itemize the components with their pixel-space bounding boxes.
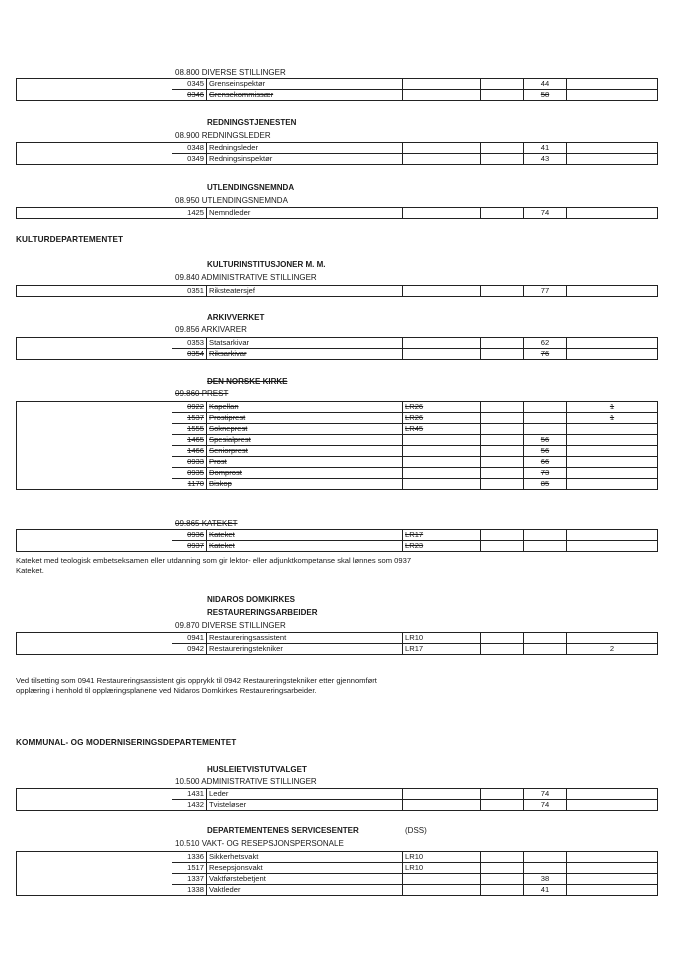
salary-grade: [524, 541, 567, 552]
position-code: 1170: [172, 479, 207, 490]
position-title: Restaureringsassistent: [207, 633, 403, 644]
blank-cell: [481, 349, 524, 360]
blank-cell: [481, 468, 524, 479]
salary-frame: LR10: [403, 852, 481, 863]
position-table: [16, 529, 658, 552]
position-code: 1465: [172, 435, 207, 446]
salary-grade: 85: [524, 479, 567, 490]
table-row: [17, 789, 658, 800]
position-title: Biskop: [207, 479, 403, 490]
salary-frame: [403, 338, 481, 349]
salary-frame: [403, 286, 481, 297]
position-title: Kateket: [207, 530, 403, 541]
subsection-heading: 08.800 DIVERSE STILLINGER: [175, 68, 286, 77]
additional-value: [567, 885, 658, 896]
position-title: Vaktførstebetjent: [207, 874, 403, 885]
blank-cell: [481, 874, 524, 885]
position-title: Tvisteløser: [207, 800, 403, 811]
salary-grade: 73: [524, 468, 567, 479]
table-row: [17, 435, 658, 446]
position-table: [16, 78, 658, 101]
blank-cell: [481, 800, 524, 811]
position-table: [16, 285, 658, 297]
subsection-heading: 09.870 DIVERSE STILLINGER: [175, 621, 286, 630]
position-code: 1425: [172, 208, 207, 219]
additional-value: [567, 789, 658, 800]
table-row: [17, 413, 658, 424]
salary-grade: 41: [524, 143, 567, 154]
additional-value: [567, 468, 658, 479]
additional-value: [567, 800, 658, 811]
table-row: [17, 338, 658, 349]
salary-frame: [403, 79, 481, 90]
blank-cell: [481, 446, 524, 457]
table-row: [17, 852, 658, 863]
salary-grade: 74: [524, 208, 567, 219]
position-title: Grenseinspektør: [207, 79, 403, 90]
position-code: 0936: [172, 530, 207, 541]
additional-value: [567, 286, 658, 297]
subsection-heading: 09.865 KATEKET: [175, 519, 238, 528]
additional-value: [567, 446, 658, 457]
position-code: 0353: [172, 338, 207, 349]
additional-value: [567, 874, 658, 885]
table-row: [17, 286, 658, 297]
position-code: 0351: [172, 286, 207, 297]
table-row: [17, 424, 658, 435]
position-code: 1432: [172, 800, 207, 811]
salary-grade: 76: [524, 349, 567, 360]
position-title: Restaureringstekniker: [207, 644, 403, 655]
position-table: [16, 632, 658, 655]
blank-cell: [481, 530, 524, 541]
additional-value: [567, 633, 658, 644]
table-row: [17, 79, 658, 90]
salary-grade: 56: [524, 435, 567, 446]
salary-frame: LR17: [403, 530, 481, 541]
blank-cell: [481, 435, 524, 446]
salary-grade: 74: [524, 800, 567, 811]
blank-cell: [481, 79, 524, 90]
section-heading: DEPARTEMENTENES SERVICESENTER: [207, 826, 359, 835]
table-row: [17, 530, 658, 541]
salary-frame: LR17: [403, 644, 481, 655]
blank-cell: [481, 852, 524, 863]
blank-cell: [481, 424, 524, 435]
section-heading: REDNINGSTJENESTEN: [207, 118, 297, 127]
additional-value: [567, 79, 658, 90]
salary-frame: [403, 435, 481, 446]
subsection-heading: 08.900 REDNINGSLEDER: [175, 131, 271, 140]
salary-frame: [403, 479, 481, 490]
table-row: [17, 143, 658, 154]
position-table: [16, 851, 658, 896]
additional-value: [567, 541, 658, 552]
salary-frame: [403, 789, 481, 800]
subsection-heading: 08.950 UTLENDINGSNEMNDA: [175, 196, 288, 205]
position-title: Seniorprest: [207, 446, 403, 457]
blank-cell: [481, 644, 524, 655]
blank-cell: [481, 479, 524, 490]
position-code: 1537: [172, 413, 207, 424]
additional-value: 1: [567, 413, 658, 424]
position-code: 1338: [172, 885, 207, 896]
table-row: [17, 874, 658, 885]
additional-value: [567, 338, 658, 349]
position-title: Resepsjonsvakt: [207, 863, 403, 874]
position-code: 0354: [172, 349, 207, 360]
additional-value: [567, 154, 658, 165]
additional-value: [567, 90, 658, 101]
section-heading: DEN NORSKE KIRKE: [207, 377, 288, 386]
table-row: [17, 446, 658, 457]
table-row: [17, 154, 658, 165]
additional-value: 1: [609, 402, 615, 411]
position-table: [16, 337, 658, 360]
salary-grade: 58: [524, 90, 567, 101]
position-code: 1466: [172, 446, 207, 457]
position-code: 0935: [172, 468, 207, 479]
blank-cell: [481, 154, 524, 165]
table-row: [17, 863, 658, 874]
salary-grade: 74: [524, 789, 567, 800]
subsection-heading: 09.856 ARKIVARER: [175, 325, 247, 334]
salary-frame: [403, 446, 481, 457]
blank-cell: [481, 208, 524, 219]
position-title: Domprost: [207, 468, 403, 479]
position-title: Redningsinspektør: [207, 154, 403, 165]
position-title: Sokneprest: [207, 424, 403, 435]
position-code: 0942: [172, 644, 207, 655]
salary-grade: 77: [524, 286, 567, 297]
blank-cell: [481, 338, 524, 349]
salary-grade: [524, 530, 567, 541]
position-code: 0346: [172, 90, 207, 101]
position-table: [16, 207, 658, 219]
salary-grade: 38: [524, 874, 567, 885]
salary-grade: [524, 644, 567, 655]
salary-frame: [403, 208, 481, 219]
table-row: [17, 349, 658, 360]
additional-value: [567, 852, 658, 863]
position-title: Prostiprest: [207, 413, 403, 424]
table-row: [17, 208, 658, 219]
section-heading-line-2: RESTAURERINGSARBEIDER: [207, 608, 318, 617]
salary-grade: [524, 424, 567, 435]
blank-cell: [481, 402, 524, 413]
blank-cell: [481, 143, 524, 154]
salary-frame: [403, 468, 481, 479]
salary-grade: [524, 852, 567, 863]
blank-cell: [481, 457, 524, 468]
table-row: [17, 468, 658, 479]
additional-value: [567, 143, 658, 154]
position-code: 0937: [172, 541, 207, 552]
blank-cell: [481, 789, 524, 800]
position-table: [16, 142, 658, 165]
blank-cell: [481, 863, 524, 874]
salary-grade: 44: [524, 79, 567, 90]
salary-frame: [403, 154, 481, 165]
table-row: [17, 90, 658, 101]
table-note: Kateket med teologisk embetseksamen eller utdanning som gir lektor- eller adjunktkompetanse skal lønnes som 0937 Kateket.: [16, 556, 412, 575]
salary-grade: [524, 402, 567, 413]
section-heading: UTLENDINGSNEMNDA: [207, 183, 295, 192]
subsection-heading: 10.500 ADMINISTRATIVE STILLINGER: [175, 777, 317, 786]
additional-value: [567, 457, 658, 468]
position-code: 1431: [172, 789, 207, 800]
salary-frame: [403, 874, 481, 885]
position-code: 1337: [172, 874, 207, 885]
blank-cell: [481, 885, 524, 896]
position-code: 1517: [172, 863, 207, 874]
position-code: 0922: [172, 402, 207, 413]
table-row: [17, 633, 658, 644]
table-row: [17, 457, 658, 468]
position-title: Riksarkivar: [207, 349, 403, 360]
subsection-heading: 09.840 ADMINISTRATIVE STILLINGER: [175, 273, 317, 282]
salary-frame: LR23: [403, 541, 481, 552]
salary-grade: 56: [524, 446, 567, 457]
position-title: Leder: [207, 789, 403, 800]
position-code: 0941: [172, 633, 207, 644]
subsection-heading: 09.860 PREST: [175, 389, 229, 398]
salary-frame: [403, 457, 481, 468]
additional-value: [567, 479, 658, 490]
department-heading: KOMMUNAL- OG MODERNISERINGSDEPARTEMENTET: [16, 738, 237, 747]
salary-frame: [403, 885, 481, 896]
position-code: 0348: [172, 143, 207, 154]
salary-grade: 41: [524, 885, 567, 896]
salary-frame: LR10: [403, 863, 481, 874]
position-title: Spesialprest: [207, 435, 403, 446]
salary-frame: LR26: [403, 402, 481, 413]
additional-value: [567, 530, 658, 541]
table-row: [17, 800, 658, 811]
subsection-heading: 10.510 VAKT- OG RESEPSJONSPERSONALE: [175, 839, 344, 848]
salary-grade: [524, 863, 567, 874]
salary-frame: LR10: [403, 633, 481, 644]
table-row: [17, 479, 658, 490]
position-title: Redningsleder: [207, 143, 403, 154]
blank-cell: [481, 541, 524, 552]
section-heading: HUSLEIETVISTUTVALGET: [207, 765, 307, 774]
position-title: Vaktleder: [207, 885, 403, 896]
section-heading: KULTURINSTITUSJONER M. M.: [207, 260, 326, 269]
blank-cell: [481, 90, 524, 101]
position-code: 1555: [172, 424, 207, 435]
blank-cell: [481, 286, 524, 297]
section-heading: NIDAROS DOMKIRKES: [207, 595, 296, 604]
blank-cell: [481, 633, 524, 644]
position-title: Sikkerhetsvakt: [207, 852, 403, 863]
salary-grade: [524, 633, 567, 644]
salary-frame: [403, 90, 481, 101]
additional-value: [567, 208, 658, 219]
salary-frame: LR45: [403, 424, 481, 435]
position-title: Prost: [207, 457, 403, 468]
blank-cell: [481, 413, 524, 424]
table-row: [17, 541, 658, 552]
section-heading-suffix: (DSS): [405, 826, 427, 835]
position-title: Grensekommissær: [207, 90, 403, 101]
position-code: 0345: [172, 79, 207, 90]
position-title: Statsarkivar: [207, 338, 403, 349]
position-table: [16, 788, 658, 811]
table-note: Ved tilsetting som 0941 Restaureringsassistent gis opprykk til 0942 Restaureringstekniker etter gjennomført opplæring i henhold til opplæringsplanene ved Nidaros Domkirkes Restaureringsarbeider.: [16, 676, 377, 695]
salary-frame: [403, 143, 481, 154]
salary-frame: [403, 800, 481, 811]
table-row: [17, 644, 658, 655]
position-code: 0349: [172, 154, 207, 165]
position-title: Kateket: [207, 541, 403, 552]
additional-value: [567, 435, 658, 446]
salary-grade: 43: [524, 154, 567, 165]
position-title: Riksteatersjef: [207, 286, 403, 297]
position-title: Nemndleder: [207, 208, 403, 219]
salary-frame: [403, 349, 481, 360]
additional-value: [567, 424, 658, 435]
additional-value: [567, 349, 658, 360]
salary-grade: 66: [524, 457, 567, 468]
position-table: [16, 401, 658, 490]
salary-grade: [524, 413, 567, 424]
additional-value: 2: [567, 644, 658, 655]
position-title: Kapellan: [207, 402, 403, 413]
salary-grade: 62: [524, 338, 567, 349]
section-heading: ARKIVVERKET: [207, 313, 265, 322]
position-code: 1336: [172, 852, 207, 863]
additional-value: [567, 863, 658, 874]
table-row: [17, 402, 658, 413]
table-row: [17, 885, 658, 896]
department-heading: KULTURDEPARTEMENTET: [16, 235, 124, 244]
salary-frame: LR26: [403, 413, 481, 424]
position-code: 0933: [172, 457, 207, 468]
